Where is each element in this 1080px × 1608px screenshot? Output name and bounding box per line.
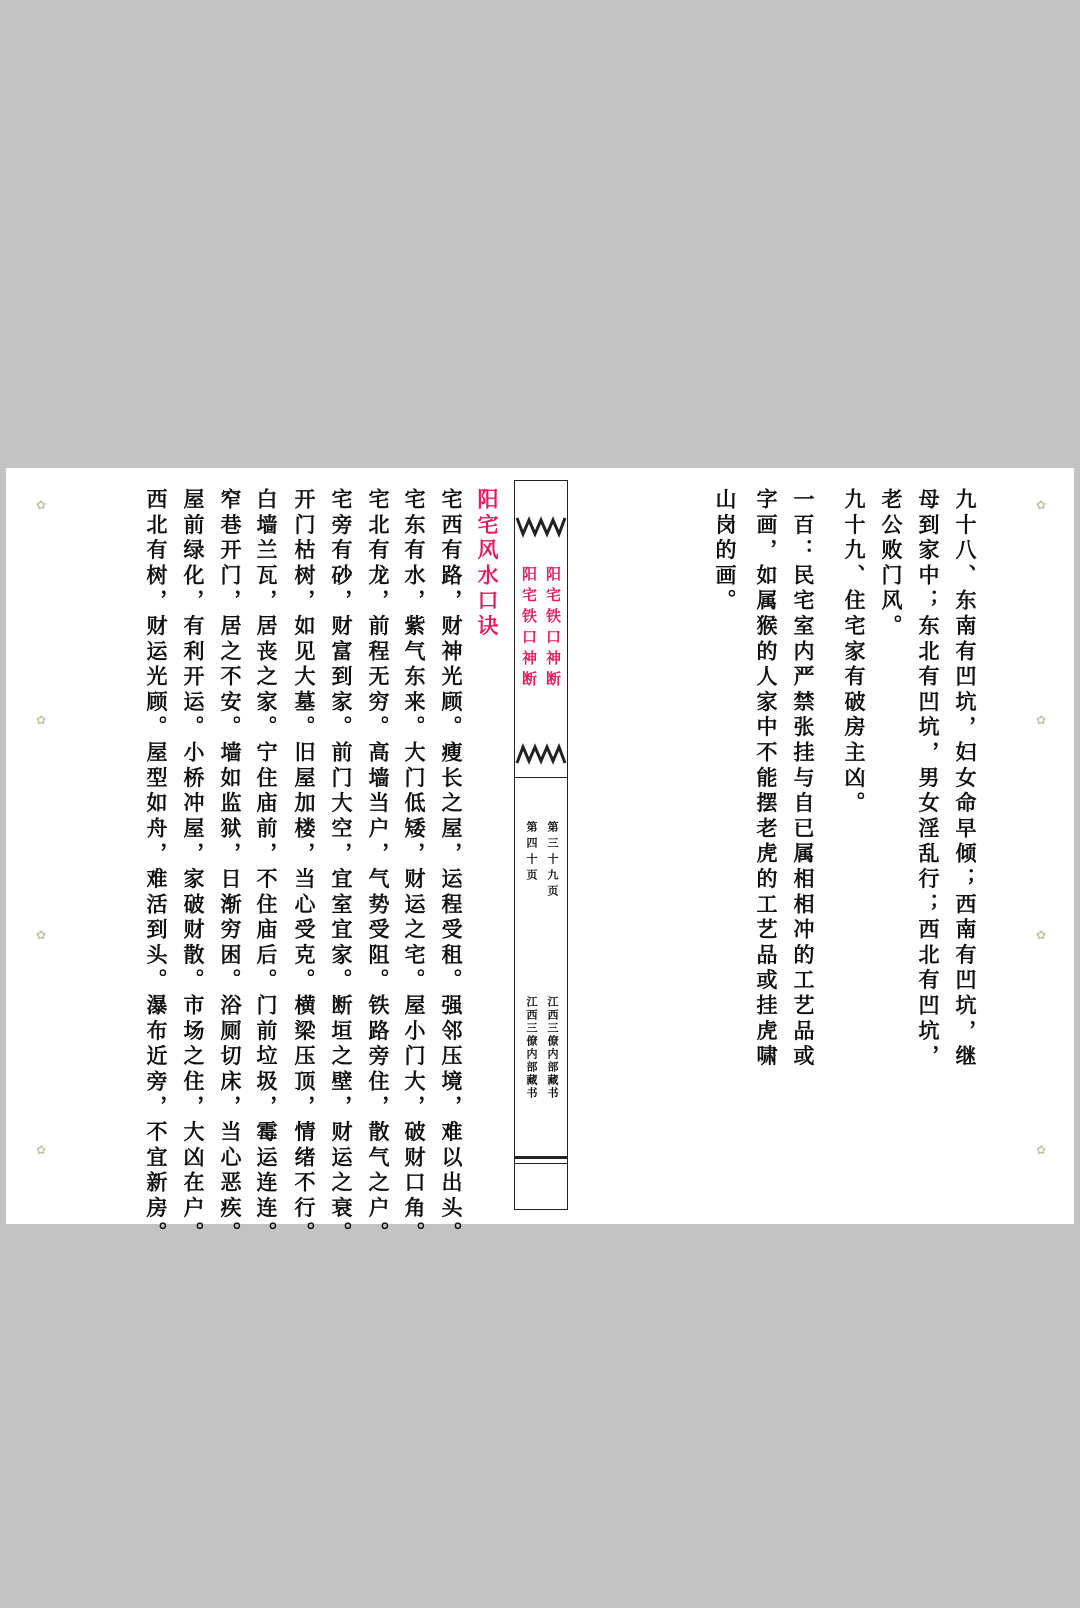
ribbon-bottom-bar-thin xyxy=(515,1163,567,1164)
page-number-left: 第四十页 xyxy=(525,821,538,885)
text-column: 宅北有龙，前程无穷。高墙当户，气势受阻。铁路旁住，散气之户。 xyxy=(366,488,390,1247)
text-column: 宅旁有砂，财富到家。前门大空，宜室宜家。断垣之壁，财运之衰。 xyxy=(329,488,353,1247)
binding-mark-icon: ✿ xyxy=(36,928,47,942)
bottom-ornament xyxy=(515,743,567,765)
text-column: 窄巷开门，居之不安。墙如监狱，日渐穷困。浴厕切床，当心恶疾。 xyxy=(218,488,242,1247)
text-column: 屋前绿化，有利开运。小桥冲屋，家破财散。市场之住，大凶在户。 xyxy=(181,488,205,1247)
publisher-right: 江西三僚内部藏书 xyxy=(546,996,559,1100)
book-spread xyxy=(6,468,1074,1247)
binding-mark-icon: ✿ xyxy=(1036,928,1047,942)
text-column: 老公败门风。 xyxy=(879,488,903,640)
ribbon-divider xyxy=(515,777,567,778)
top-ornament xyxy=(515,516,567,538)
binding-mark-icon: ✿ xyxy=(1036,1143,1047,1157)
section-heading: 阳宅风水口诀 xyxy=(475,488,499,640)
text-column: 开门枯树，如见大墓。旧屋加楼，当心受克。横梁压顶，情绪不行。 xyxy=(292,488,316,1247)
book-title-right: 阳宅铁口神断 xyxy=(544,566,562,692)
book-title-left: 阳宅铁口神断 xyxy=(520,566,538,692)
ribbon-bottom-bar xyxy=(515,1156,567,1159)
binding-mark-icon: ✿ xyxy=(36,713,47,727)
binding-mark-icon: ✿ xyxy=(1036,498,1047,512)
text-column: 母到家中；东北有凹坑，男女淫乱行；西北有凹坑， xyxy=(916,488,940,1070)
text-column: 一百：民宅室内严禁张挂与自已属相相冲的工艺品或 xyxy=(791,488,815,1070)
text-column: 山岗的画。 xyxy=(713,488,737,615)
text-column: 西北有树，财运光顾。屋型如舟，难活到头。瀑布近旁，不宜新房。 xyxy=(144,488,168,1247)
text-column: 宅东有水，紫气东来。大门低矮，财运之宅。屋小门大，破财口角。 xyxy=(402,488,426,1247)
text-column: 字画，如属猴的人家中不能摆老虎的工艺品或挂虎啸 xyxy=(754,488,778,1070)
binding-mark-icon: ✿ xyxy=(1036,713,1047,727)
publisher-left: 江西三僚内部藏书 xyxy=(525,996,538,1100)
binding-mark-icon: ✿ xyxy=(36,498,47,512)
text-column: 九十八、东南有凹坑，妇女命早倾；西南有凹坑，继 xyxy=(953,488,977,1070)
binding-mark-icon: ✿ xyxy=(36,1143,47,1157)
text-column: 九十九、住宅家有破房主凶。 xyxy=(842,488,866,817)
text-column: 宅西有路，财神光顾。瘦长之屋，运程受租。强邻压境，难以出头。 xyxy=(439,488,463,1247)
text-column: 白墙兰瓦，居丧之家。宁住庙前，不住庙后。门前垃圾，霉运连连。 xyxy=(254,488,278,1247)
book-spine-ribbon xyxy=(514,480,568,1210)
page-number-right: 第三十九页 xyxy=(546,821,559,901)
